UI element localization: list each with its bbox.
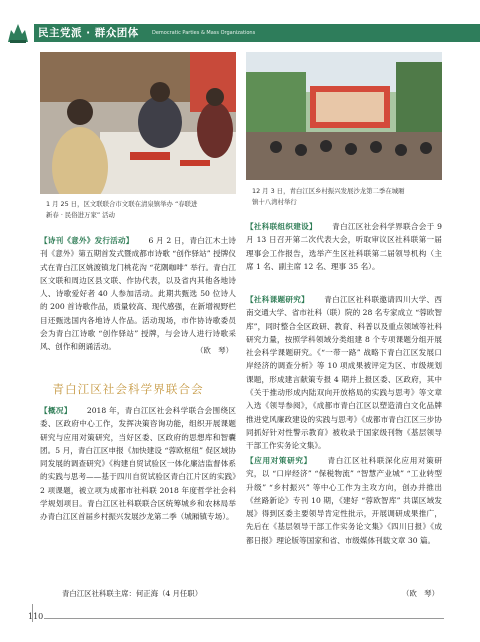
paragraph-org-building: 【社科联组织建设】 青白江区社会科学界联合会于 9 月 13 日召开第二次代表大会，听取审议区社科联第一届理事会工作报告，选举产生区社科联第二届领导机构（主席 1 名、副主席 12 名、理事 35 名）。 [246, 222, 443, 271]
signature-ou-qin-2: （欧 琴） [402, 589, 439, 598]
header-title: 民主党派 · 群众团体 [38, 27, 139, 39]
paragraph-applied-research: 【应用对策研究】 青白江区社科联深化应用对策研究，以 “口岸经济” “保税物流” “智慧产业城” “工业转型升级” “乡村振兴” 等中心工作为主攻方向，创办并推出《丝路新论》专刊 10 期，《建好 “蓉欧智库” 共谋区域发展》得到区委主要领导肯定性批示，开展调研成果推广，先后在《基层领导干部工作实务论文集》《四川日报》《成都日报》理论版等国家和省、市级媒体刊载文章 30 篇。 [246, 456, 443, 545]
header-subtitle: Democratic Parties & Mass Organizations [152, 30, 256, 36]
chairman-line: 青白江区社科联主席：何正海（4 月任职） [62, 589, 203, 598]
paragraph-poetry-journal: 【诗刊《意外》发行活动】 6 月 2 日，青白江木土诗刊《意外》第五期首发式暨成都市诗歌 “创作驿站” 授牌仪式在青白江区姚渡镇龙门桃花沟 “花隅咖啡” 举行。青白江区文联和周边区县文联、作协代表，以及省内其他各地诗人、诗歌爱好者 40 人参加活动。此期共甄选 50 位诗人的 200 首诗歌作品，质量较高、现代感强，在新增视野栏目还甄选国内各地诗人作品。活动现场，市作协诗歌委员会为青白江诗歌 “创作驿站” 授牌，与会诗人进行诗歌采风、创作和朗诵活动。 [40, 236, 237, 352]
paragraph-overview: 【概况】 2018 年，青白江区社会科学联合会围绕区委、区政府中心工作，发挥决策咨询功能，组织开展课题研究与应用对策研究，当好区委、区政府的思想库和智囊团。5 月，青白江区申报《加快建设 “蓉欧枢纽” 促区域协同发展的调查研究》《构建自贸试验区一体化廉洁监督体系的实践与思考——基于四川自贸试验区青白江片区的实践》2 项课题，被立项为成都市社科联 2018 年度哲学社会科学规划项目。青白江区社科联联合区统筹城乡和农林局举办青白江区首届乡村振兴发展沙龙第二季（城厢镇专场）。 [40, 406, 236, 522]
page-number: 110 [28, 612, 44, 621]
photo-left-caption: 1 月 25 日，区文联联合市文联在清泉镇举办 “春联进 新春 · 民俗进万家” 活动 [46, 200, 198, 219]
label-poetry-journal: 【诗刊《意外》发行活动】 [40, 236, 134, 245]
photo-right-caption: 12 月 3 日，青白江区乡村振兴发展沙龙第二季在城厢 镇十八湾村举行 [252, 187, 405, 206]
label-org-building: 【社科联组织建设】 [246, 222, 317, 231]
paragraph-research-topics: 【社科课题研究】 青白江区社科联邀请四川大学、西南交通大学、省市社科（联）院的 28 名专家成立 “蓉欧智库”，同时整合全区政研、教育、科普以及重点领域等社科研究力量，按照学科领域分类组建 8 个专项课题分组开展社会科学课题研究。《“一带一路” 战略下青白江区发展口岸经济的调查分析》等 10 项成果被评定为区、市级规划课题，形成建言献策专报 4 期并上报区委、区政府，其中《关于推动形成内陆双向开放格局的实践与思考》等文章入选《领导参阅》，《成都市青白江区以塑造清白文化品牌推进党风廉政建设的实践与思考》《成都市青白江区三步协同抓好针对性警示教育》被收录于国家级刊物《基层领导干部工作实务论文集》。 [246, 295, 443, 451]
label-research-topics: 【社科课题研究】 [246, 295, 309, 304]
photo-spring-couplets [40, 52, 236, 194]
page-header [0, 0, 480, 46]
label-overview: 【概况】 [40, 406, 72, 415]
kiosk-logo-icon [6, 22, 30, 44]
signature-ou-qin-1: （欧 琴） [196, 346, 233, 355]
photo-rural-salon [246, 52, 442, 180]
section-title-social-science: 青白江区社会科学界联合会 [52, 382, 204, 396]
label-applied-research: 【应用对策研究】 [246, 456, 312, 465]
footer-divider [44, 618, 444, 619]
